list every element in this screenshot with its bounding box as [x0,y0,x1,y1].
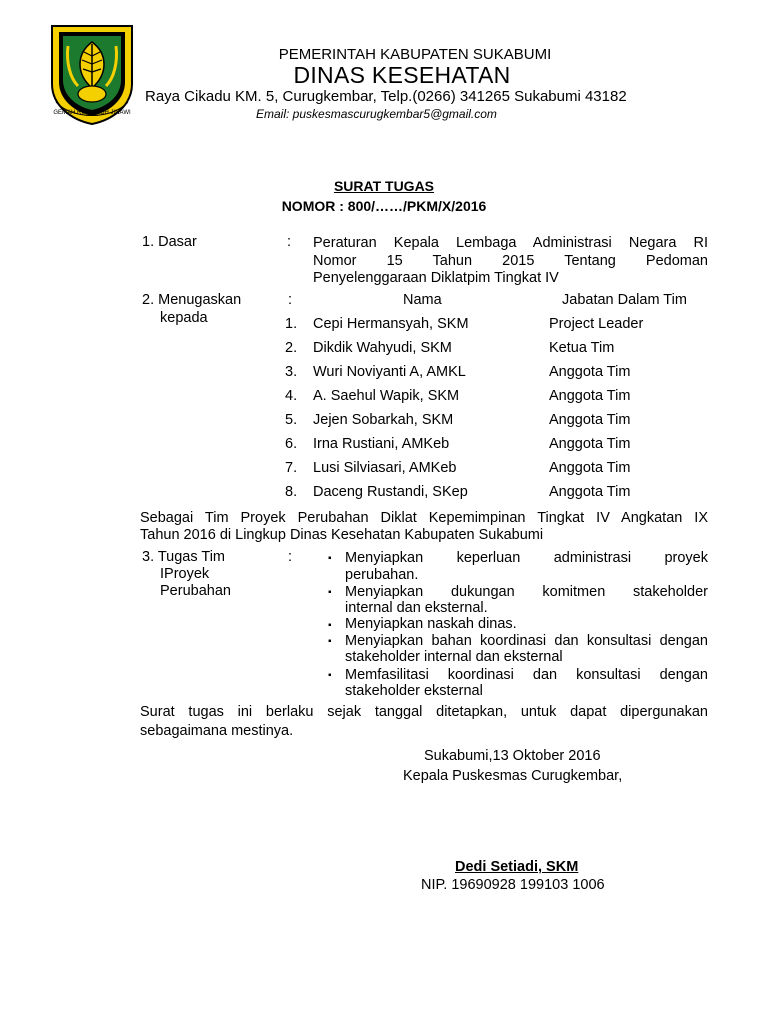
government-name: PEMERINTAH KABUPATEN SUKABUMI [278,46,552,63]
team-statement-line-1: Sebagai Tim Proyek Perubahan Diklat Kepemimpinan Tingkat IV Angkatan IX [140,510,708,526]
member-name: Irna Rustiani, AMKeb [313,436,450,452]
bullet-square-icon: ▪ [328,636,332,647]
member-role: Anggota Tim [549,460,631,476]
member-role: Anggota Tim [549,436,631,452]
task-line-1: Menyiapkan naskah dinas. [345,616,517,632]
dasar-line-2: Nomor 15 Tahun 2015 Tentang Pedoman [313,253,708,269]
document-title: SURAT TUGAS [333,178,435,194]
document-number: NOMOR : 800/……/PKM/X/2016 [281,198,487,214]
column-header-name: Nama [403,292,442,308]
task-line-2: internal dan eksternal. [345,600,488,616]
member-role: Anggota Tim [549,388,631,404]
team-statement-line-2: Tahun 2016 di Lingkup Dinas Kesehatan Kabupaten Sukabumi [140,527,544,543]
agency-email: Email: puskesmascurugkembar5@gmail.com [256,107,497,121]
task-line-2: perubahan. [345,567,419,583]
task-line-2: stakeholder internal dan eksternal [345,649,563,665]
dasar-colon: : [287,234,292,250]
task-line-1: Menyiapkan dukungan komitmen stakeholder [345,584,708,600]
member-role: Anggota Tim [549,484,631,500]
member-role: Anggota Tim [549,412,631,428]
member-number: 8. [285,484,298,500]
task-line-2: stakeholder eksternal [345,683,483,699]
member-number: 7. [285,460,298,476]
dasar-line-3: Penyelenggaraan Diklatpim Tingkat IV [313,270,559,286]
agency-name: DINAS KESEHATAN [293,62,511,88]
bullet-square-icon: ▪ [328,670,332,681]
task-line-1: Memfasilitasi koordinasi dan konsultasi dengan [345,667,708,683]
closing-line-1: Surat tugas ini berlaku sejak tanggal ditetapkan, untuk dapat dipergunakan [140,704,708,720]
column-header-role: Jabatan Dalam Tim [562,292,687,308]
agency-address: Raya Cikadu KM. 5, Curugkembar, Telp.(0266) 341265 Sukabumi 43182 [145,88,627,105]
menugaskan-label: 2. Menugaskan [142,292,242,308]
tugas-colon: : [288,549,293,565]
member-name: Wuri Noviyanti A, AMKL [313,364,466,380]
tugas-label: 3. Tugas Tim [142,549,226,565]
tugas-label-3: Perubahan [160,583,231,599]
bullet-square-icon: ▪ [328,620,332,631]
tugas-label-2: IProyek [160,566,210,582]
member-role: Ketua Tim [549,340,615,356]
member-role: Anggota Tim [549,364,631,380]
closing-line-2: sebagaimana mestinya. [140,723,294,739]
menugaskan-colon: : [288,292,293,308]
bullet-square-icon: ▪ [328,587,332,598]
logo-motto: GEMAH RIPAH LOH JINAWI [53,110,131,116]
member-name: Daceng Rustandi, SKep [313,484,468,500]
member-number: 3. [285,364,298,380]
signature-nip: NIP. 19690928 199103 1006 [421,877,605,893]
member-name: Lusi Silviasari, AMKeb [313,460,457,476]
bullet-square-icon: ▪ [328,553,332,564]
signature-place-date: Sukabumi,13 Oktober 2016 [424,748,601,764]
member-number: 5. [285,412,298,428]
member-role: Project Leader [549,316,644,332]
dasar-label: 1. Dasar [142,234,197,250]
member-number: 4. [285,388,298,404]
member-name: A. Saehul Wapik, SKM [313,388,460,404]
member-name: Dikdik Wahyudi, SKM [313,340,452,356]
dasar-line-1: Peraturan Kepala Lembaga Administrasi Negara RI [313,235,708,251]
signature-position: Kepala Puskesmas Curugkembar, [403,768,623,784]
signature-name: Dedi Setiadi, SKM [455,859,579,875]
member-name: Jejen Sobarkah, SKM [313,412,454,428]
task-line-1: Menyiapkan bahan koordinasi dan konsultasi dengan [345,633,708,649]
member-name: Cepi Hermansyah, SKM [313,316,469,332]
member-number: 2. [285,340,298,356]
member-number: 1. [285,316,298,332]
member-number: 6. [285,436,298,452]
task-line-1: Menyiapkan keperluan administrasi proyek [345,550,708,566]
menugaskan-label-2: kepada [160,310,208,326]
